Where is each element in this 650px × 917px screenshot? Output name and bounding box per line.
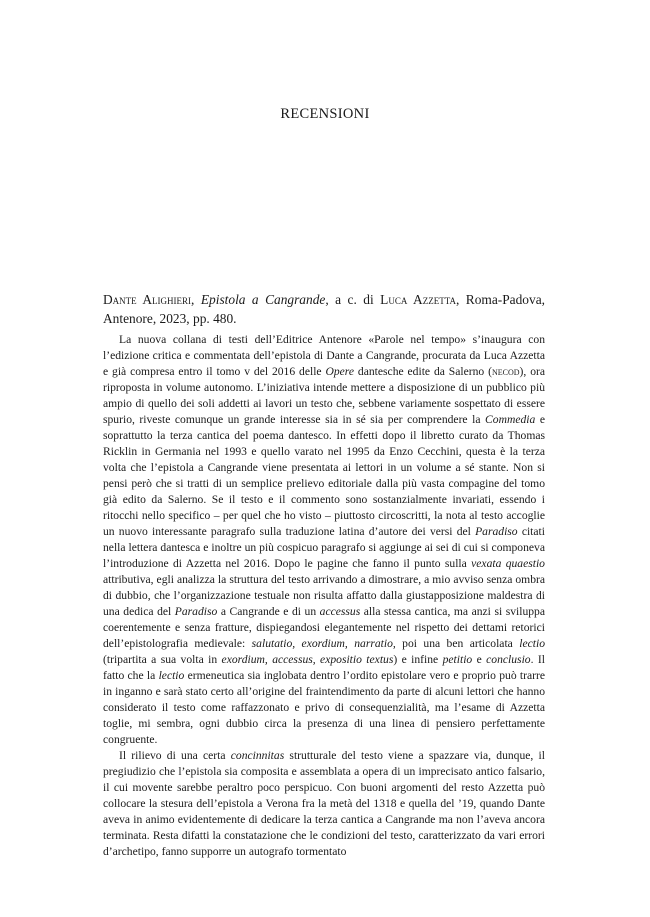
text-run: ), ora riproposta in volume autonomo. L’iniziativa intende mettere a disposizione di un pubblico più ampio di quello dei soli addetti ai lavori un testo che, sebbene variamente sospettato di essere spurio, riveste comunque un grande interesse sia in sé sia per comprendere la bbox=[103, 365, 546, 426]
italic-run: Opere bbox=[325, 365, 355, 378]
italic-run: accessus bbox=[319, 605, 361, 618]
text-run: attributiva, egli analizza la struttura del testo arrivando a dimostrare, a mio avviso senza ombra di dubbio, che l’organizzazione testuale non risulta affatto dalla giustapposizione maldestra di una dedica del bbox=[103, 573, 545, 618]
text-run: ) e infine bbox=[393, 653, 443, 666]
italic-run: concinnitas bbox=[230, 749, 285, 762]
italic-run: petitio bbox=[442, 653, 473, 666]
review-citation: Dante Alighieri, Epistola a Cangrande, a c. di Luca Azzetta, Roma-Padova, Antenore, 2023, pp. 480. bbox=[103, 292, 545, 326]
small-caps-run: necod bbox=[491, 365, 520, 378]
text-run: alla stessa cantica, ma anzi si sviluppa coerentemente e senza fratture, dispiegandosi elegantemente nel rispetto dei dettami retorici dell’epistolografia medievale: bbox=[103, 605, 545, 650]
book-editor: Luca Azzetta bbox=[380, 292, 456, 307]
italic-run: Commedia bbox=[485, 413, 536, 426]
text-run: a Cangrande e di un bbox=[217, 605, 320, 618]
text-run: ermeneutica sia inglobata dentro l’ordito epistolare vero e proprio può trarre in inganno e sarà stato certo all’origine del fraintendimento da parte di alcuni lettori che hanno considerato il testo come raffazzonato e privo di consequenzialità, ma l’esame di Azzetta toglie, mi sembra, ogni dubbio circa la presenza di una linea di pensiero perfettamente congruente. bbox=[103, 669, 546, 746]
italic-run: Paradiso bbox=[475, 525, 518, 538]
text-run: . Il fatto che la bbox=[103, 653, 545, 682]
text-run: strutturale del testo viene a spazzare via, dunque, il pregiudizio che l’epistola sia composita e assemblata a opera di un imprecisato antico falsario, il cui movente sarebbe peraltro poco perspicuo. Con buoni argomenti del resto Azzetta può collocare la stesura dell’epistola a Verona fra la metà del 1318 e quella del ’19, quando Dante aveva in animo evidentemente di dedicare la terza cantica a Cangrande ma non l’aveva ancora terminata. Resta difatti la constatazione che le condizioni del testo, caratterizzato da vari errori d’archetipo, fanno supporre un autografo tormentato bbox=[103, 749, 545, 858]
running-header: RECENSIONI bbox=[280, 106, 370, 122]
review-body bbox=[103, 332, 545, 860]
text-run: poi una ben articolata bbox=[395, 637, 520, 650]
text-run: e bbox=[472, 653, 487, 666]
text-run: dantesche edite da Salerno ( bbox=[354, 365, 492, 378]
italic-run: exordium, accessus, expositio textus bbox=[221, 653, 394, 666]
publication-info: , Roma-Padova, Antenore, 2023, pp. 480. bbox=[103, 292, 545, 326]
italic-run: salutatio, exordium, narratio, bbox=[251, 637, 396, 650]
paragraph-1 bbox=[103, 332, 545, 748]
italic-run: Paradiso bbox=[174, 605, 218, 618]
text-run: Il rilievo di una certa bbox=[119, 749, 231, 762]
italic-run: lectio bbox=[158, 669, 185, 682]
text-run: citati nella lettera dantesca e inoltre un più cospicuo paragrafo si aggiunge ai sei di cui si componeva l’introduzione di Azzetta nel 2016. Dopo le pagine che fanno il punto sulla bbox=[103, 525, 545, 570]
text-run: e soprattutto la terza cantica del poema dantesco. In effetti dopo il libretto curato da Thomas Ricklin in Germania nel 1993 e quello varato nel 1995 da Enzo Cecchini, questa è la terza volta che l’epistola a Cangrande viene presentata ai lettori in un volume a sé stante. Non si pensi però che si tratti di un semplice prelievo editoriale dalla più vasta compagine del tomo già edito da Salerno. Se il testo e il commento sono sostanzialmente invariati, essendo i ritocchi nello specifico – per quel che ho visto – piuttosto circoscritti, la nota al testo accoglie un nuovo interessante paragrafo sulla traduzione latina d’autore dei versi del bbox=[103, 413, 545, 538]
book-title: Epistola a Cangrande bbox=[200, 292, 326, 307]
italic-run: lectio bbox=[519, 637, 545, 650]
editor-prefix: , a c. di bbox=[325, 292, 381, 307]
book-author: Dante Alighieri bbox=[103, 292, 192, 307]
text-run: (tripartita a sua volta in bbox=[103, 653, 222, 666]
text-run: La nuova collana di testi dell’Editrice Antenore «Parole nel tempo» s’inaugura con l’edizione critica e commentata dell’epistola di Dante a Cangrande, procurata da Luca Azzetta e già compresa entro il tomo v del 2016 delle bbox=[103, 333, 545, 378]
paragraph-2 bbox=[103, 748, 545, 860]
italic-run: vexata quaestio bbox=[471, 557, 545, 570]
italic-run: conclusio bbox=[486, 653, 531, 666]
